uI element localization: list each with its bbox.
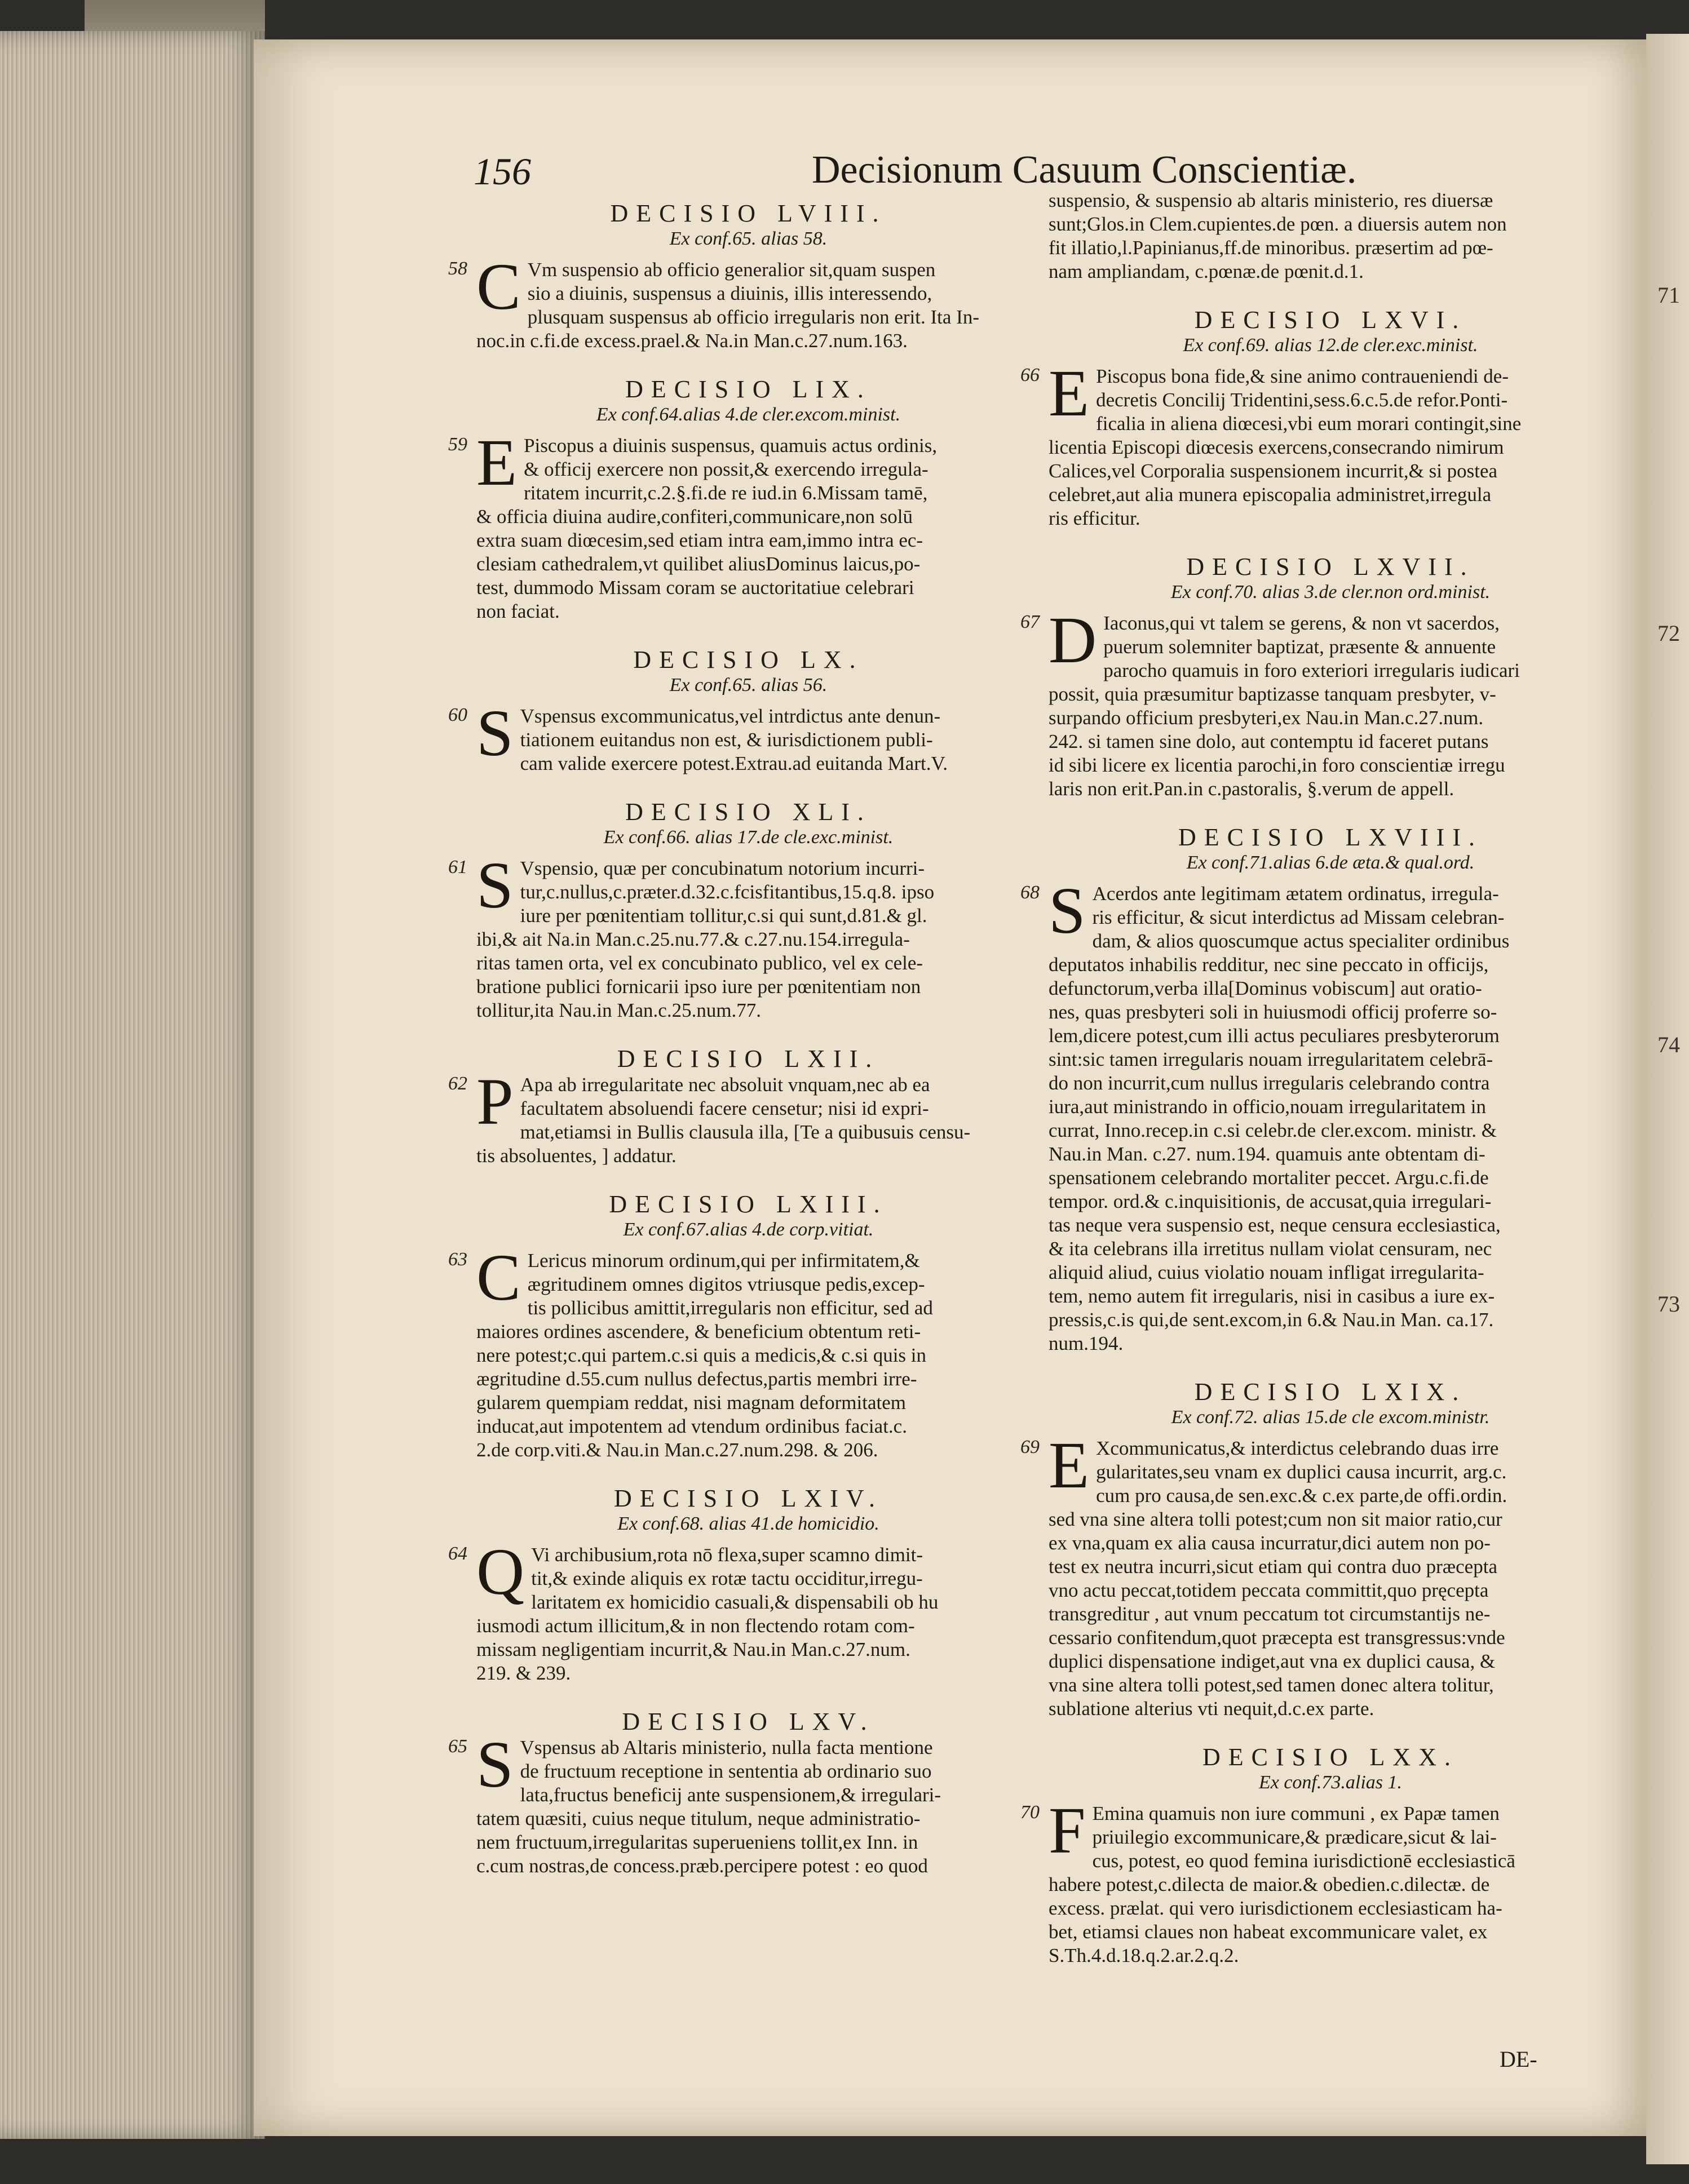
- text-line: inducat,aut impotentem ad vtendum ordinibus faciat.c.: [476, 1415, 907, 1437]
- text-line: nere potest;c.qui partem.c.si quis a medicis,& c.si quis in: [476, 1344, 927, 1366]
- catchword: DE-: [1500, 2046, 1537, 2072]
- text-line: cessario confitendum,quot præcepta est transgressus:vnde: [1049, 1627, 1505, 1649]
- text-line: 219. & 239.: [476, 1662, 571, 1684]
- text-line: cum pro causa,de sen.exc.& c.ex parte,de offi.ordin.: [1096, 1485, 1507, 1507]
- text-line: bet, etiamsi claues non habeat excommunicare valet, ex: [1049, 1921, 1488, 1943]
- text-line: num.194.: [1049, 1332, 1124, 1354]
- text-line: ficalia in aliena diœcesi,vbi eum morari contingit,sine: [1096, 413, 1522, 435]
- text-line: & officia diuina audire,confiteri,communicare,non solū: [476, 506, 913, 528]
- decision-section: [448, 1190, 1020, 1462]
- decision-section: [448, 1485, 1020, 1685]
- text-line: Iaconus,qui vt talem se gerens, & non vt sacerdos,: [1103, 612, 1500, 634]
- decision-text: [448, 1065, 1020, 1168]
- text-line: tatem quæsiti, cuius neque titulum, neque administratio-: [476, 1808, 921, 1829]
- decision-heading: DECISIO LIX.: [625, 375, 872, 403]
- drop-cap: P: [476, 1065, 514, 1138]
- text-line: gularitates,seu vnam ex duplici causa incurrit, arg.c.: [1096, 1461, 1507, 1483]
- drop-cap: F: [1049, 1793, 1086, 1867]
- text-line: defunctorum,verba illa[Dominus vobiscum] aut oratio-: [1049, 977, 1482, 999]
- text-line: aliquid aliud, cuius violatio nouam infligat irregularita-: [1049, 1261, 1484, 1283]
- text-line: Vi archibusium,rota nō flexa,super scamno dimit-: [531, 1544, 923, 1566]
- facing-margin-number: 72: [1657, 621, 1680, 646]
- text-line: parocho quamuis in foro exteriori irregularis iudicari: [1103, 659, 1520, 681]
- facing-margin-number: 73: [1657, 1291, 1680, 1317]
- drop-cap: C: [476, 250, 521, 324]
- text-line: gularem quempiam reddat, nisi magnam deformitatem: [476, 1392, 906, 1414]
- decision-section: [448, 646, 1020, 776]
- text-line: duplici dispensatione indiget,aut vna ex duplici causa, &: [1049, 1650, 1496, 1672]
- decision-heading: DECISIO LXX.: [1202, 1743, 1458, 1771]
- margin-number: 62: [448, 1073, 467, 1094]
- decision-text: [448, 848, 1020, 1022]
- text-line: Vspensus excommunicatus,vel intrdictus ante denun-: [520, 705, 941, 727]
- decision-heading: DECISIO LXVI.: [1194, 306, 1467, 334]
- decision-text: [448, 1727, 1020, 1878]
- margin-number: 66: [1020, 365, 1040, 386]
- text-line: excess. prælat. qui vero iurisdictionem ecclesiasticam ha-: [1049, 1897, 1502, 1919]
- text-line: test, dummodo Missam coram se auctoritatiue celebrari: [476, 577, 914, 599]
- left-column: [448, 192, 1020, 2097]
- margin-number: 59: [448, 434, 467, 455]
- decision-text: [1020, 603, 1612, 801]
- text-line: tem, nemo autem fit irregularis, nisi in casibus a iure ex-: [1049, 1285, 1495, 1307]
- decision-text: [448, 250, 1020, 353]
- margin-number: 63: [448, 1249, 467, 1270]
- text-line: currat, Inno.recep.in c.si celebr.de cler.excom. ministr. &: [1049, 1119, 1497, 1141]
- text-line: Vspensio, quæ per concubinatum notorium incurri-: [520, 857, 925, 879]
- text-line: sint:sic tamen irregularis nouam irregularitatem celebrā-: [1049, 1048, 1493, 1070]
- decision-text: [1020, 356, 1612, 530]
- text-line: test ex neutra incurri,sicut etiam qui contra duo præcepta: [1049, 1556, 1497, 1578]
- drop-cap: E: [476, 426, 518, 499]
- text-line: habere potest,c.dilecta de maior.& obedien.c.dilectæ. de: [1049, 1873, 1490, 1895]
- decision-section: [1020, 306, 1612, 530]
- text-line: spensationem celebrando mortaliter peccet. Argu.c.fi.de: [1049, 1167, 1489, 1189]
- decision-heading: DECISIO LXVII.: [1186, 553, 1475, 581]
- text-line: clesiam cathedralem,vt quilibet aliusDominus laicus,po-: [476, 553, 921, 575]
- text-line: celebret,aut alia munera episcopalia administret,irregula: [1049, 484, 1492, 506]
- text-line: possit, quia præsumitur baptizasse tanquam presbyter, v-: [1049, 683, 1496, 705]
- text-line: nam ampliandam, c.pœnæ.de pœnit.d.1.: [1049, 260, 1364, 282]
- text-line: sunt;Glos.in Clem.cupientes.de pœn. a diuersis autem non: [1049, 213, 1507, 235]
- drop-cap: S: [1049, 874, 1086, 947]
- drop-cap: E: [1049, 1428, 1090, 1502]
- text-line: c.cum nostras,de concess.præb.percipere potest : eo quod: [476, 1855, 928, 1877]
- text-line: Calices,vel Corporalia suspensionem incurrit,& si postea: [1049, 460, 1498, 482]
- text-line: ex vna,quam ex alia causa incurratur,dici autem non po-: [1049, 1532, 1491, 1554]
- text-line: extra suam diœcesim,sed etiam intra eam,immo intra ec-: [476, 529, 923, 551]
- text-line: Nau.in Man. c.27. num.194. quamuis ante obtentam di-: [1049, 1143, 1485, 1165]
- decision-source-ref: Ex conf.67.alias 4.de corp.vitiat.: [623, 1219, 874, 1240]
- text-line: Emina quamuis non iure communi , ex Papæ tamen: [1092, 1802, 1500, 1824]
- margin-number: 65: [448, 1736, 467, 1757]
- text-line: ritatem incurrit,c.2.§.fi.de re iud.in 6.Missam tamē,: [524, 482, 928, 504]
- decision-heading: DECISIO LX.: [633, 646, 864, 674]
- drop-cap: E: [1049, 356, 1090, 430]
- decision-section: [448, 1045, 1020, 1168]
- text-line: bratione publici fornicarii ipso iure per pœnitentiam non: [476, 976, 921, 998]
- text-line: vna sine altera tolli potest,sed tamen donec altera tolitur,: [1049, 1674, 1494, 1696]
- text-line: Acerdos ante legitimam ætatem ordinatus, irregula-: [1092, 883, 1499, 905]
- right-column: [1020, 189, 1612, 2094]
- decision-heading: DECISIO LXIII.: [609, 1190, 888, 1218]
- drop-cap: D: [1049, 603, 1097, 677]
- decision-source-ref: Ex conf.65. alias 58.: [669, 228, 828, 249]
- text-line: Vm suspensio ab officio generalior sit,quam suspen: [527, 259, 936, 281]
- text-line: dam, & alios quoscumque actus specialiter ordinibus: [1092, 930, 1510, 952]
- text-line: ris efficitur.: [1049, 507, 1140, 529]
- margin-number: 61: [448, 857, 467, 878]
- text-line: maiores ordines ascendere, & beneficium obtentum reti-: [476, 1321, 921, 1343]
- facing-page-strip: [1646, 34, 1689, 2164]
- text-line: Lericus minorum ordinum,qui per infirmitatem,&: [527, 1250, 920, 1272]
- decision-text: [448, 696, 1020, 776]
- text-line: tis pollicibus amittit,irregularis non efficitur, sed ad: [527, 1297, 933, 1319]
- text-line: ægritudine d.55.cum nullus defectus,partis membri irre-: [476, 1368, 917, 1390]
- drop-cap: S: [476, 848, 514, 922]
- facing-margin-number: 71: [1657, 282, 1680, 308]
- text-line: nes, quas presbyteri soli in huiusmodi officij proferre so-: [1049, 1001, 1497, 1023]
- text-line: tas neque vera suspensio est, neque censura ecclesiastica,: [1049, 1214, 1501, 1236]
- margin-number: 68: [1020, 882, 1040, 903]
- page-number: 156: [474, 150, 531, 193]
- text-line: vno actu peccat,totidem peccata committit,quo pręcepta: [1049, 1579, 1489, 1601]
- decision-section: [448, 200, 1020, 353]
- text-line: surpando officium presbyteri,ex Nau.in Man.c.27.num.: [1049, 707, 1484, 729]
- text-line: laritatem ex homicidio casuali,& dispensabili ob hu: [531, 1591, 939, 1613]
- decision-text: [1049, 189, 1612, 283]
- text-line: ibi,& ait Na.in Man.c.25.nu.77.& c.27.nu.154.irregula-: [476, 928, 910, 950]
- decision-text: [1020, 1428, 1612, 1721]
- text-line: facultatem absoluendi facere censetur; nisi id expri-: [520, 1097, 929, 1119]
- text-line: iura,aut ministrando in officio,nouam irregularitatem in: [1049, 1096, 1486, 1118]
- text-line: ris efficitur, & sicut interdictus ad Missam celebran-: [1092, 906, 1505, 928]
- text-line: tollitur,ita Nau.in Man.c.25.num.77.: [476, 999, 762, 1021]
- text-line: cus, potest, eo quod femina iurisdictionē ecclesiasticā: [1092, 1850, 1515, 1872]
- text-line: pressis,c.is qui,de sent.excom,in 6.& Nau.in Man. ca.17.: [1049, 1309, 1494, 1331]
- decision-heading: DECISIO LVIII.: [610, 200, 887, 227]
- text-line: sublatione alterius vti nequit,d.c.ex parte.: [1049, 1698, 1374, 1720]
- running-head: Decisionum Casuum Conscientiæ.: [812, 148, 1357, 192]
- decision-source-ref: Ex conf.69. alias 12.de cler.exc.minist.: [1183, 335, 1478, 356]
- text-line: do non incurrit,cum nullus irregularis celebrando contra: [1049, 1072, 1490, 1094]
- text-line: non faciat.: [476, 600, 560, 622]
- decision-heading: DECISIO LXVIII.: [1178, 823, 1483, 851]
- text-line: licentia Episcopi diœcesis exercens,consecrando nimirum: [1049, 436, 1504, 458]
- text-line: cam valide exercere potest.Extrau.ad euitanda Mart.V.: [520, 752, 948, 774]
- decision-source-ref: Ex conf.72. alias 15.de cle excom.ministr.: [1171, 1407, 1490, 1428]
- text-line: id sibi licere ex licentia parochi,in foro conscientiæ irregu: [1049, 754, 1505, 776]
- text-line: ritas tamen orta, vel ex concubinato publico, vel ex cele-: [476, 952, 923, 974]
- text-line: laris non erit.Pan.in c.pastoralis, §.verum de appell.: [1049, 778, 1454, 800]
- text-line: decretis Concilij Tridentini,sess.6.c.5.de refor.Ponti-: [1096, 389, 1508, 411]
- text-line: iusmodi actum illicitum,& in non flectendo rotam com-: [476, 1615, 915, 1637]
- decision-section: [448, 1708, 1020, 1878]
- decision-text: [448, 1535, 1020, 1685]
- margin-number: 60: [448, 705, 467, 725]
- text-line: deputatos inhabilis redditur, nec sine peccato in officijs,: [1049, 954, 1489, 976]
- text-line: ægritudinem omnes digitos vtriusque pedis,excep-: [527, 1273, 925, 1295]
- facing-margin-number: 74: [1657, 1032, 1680, 1057]
- text-line: fit illatio,l.Papinianus,ff.de minoribus. præsertim ad pœ-: [1049, 237, 1493, 259]
- decision-section: [1020, 553, 1612, 801]
- decision-section: [448, 798, 1020, 1022]
- decision-section: [448, 375, 1020, 623]
- decision-source-ref: Ex conf.71.alias 6.de æta.& qual.ord.: [1186, 852, 1475, 873]
- margin-number: 67: [1020, 612, 1040, 632]
- decision-heading: DECISIO LXIX.: [1194, 1378, 1467, 1406]
- decision-heading: DECISIO LXV.: [622, 1708, 875, 1735]
- text-line: tit,& exinde aliquis ex rotæ tactu occiditur,irregu-: [531, 1567, 923, 1589]
- decision-text: [1020, 874, 1612, 1355]
- decision-source-ref: Ex conf.70. alias 3.de cler.non ord.minist.: [1170, 582, 1491, 603]
- text-line: tiationem euitandus non est, & iurisdictionem publi-: [520, 729, 933, 751]
- drop-cap: C: [476, 1241, 521, 1314]
- decision-heading: DECISIO LXII.: [617, 1045, 880, 1073]
- text-line: mat,etiamsi in Bullis clausula illa, [Te a quibusuis censu-: [520, 1121, 971, 1143]
- decision-source-ref: Ex conf.65. alias 56.: [669, 675, 828, 695]
- text-line: nem fructuum,irregularitas superueniens tollit,ex Inn. in: [476, 1831, 918, 1853]
- margin-number: 58: [448, 258, 467, 279]
- margin-number: 70: [1020, 1802, 1040, 1823]
- text-line: transgreditur , aut vnum peccatum tot circumstantijs ne-: [1049, 1603, 1491, 1625]
- decision-source-ref: Ex conf.64.alias 4.de cler.excom.minist.: [596, 404, 901, 425]
- decision-source-ref: Ex conf.66. alias 17.de cle.exc.minist.: [603, 827, 894, 848]
- page-edges: [0, 31, 265, 2139]
- text-line: puerum solemniter baptizat, præsente & annuente: [1103, 636, 1496, 658]
- text-line: tempor. ord.& c.inquisitionis, de accusat,quia irregulari-: [1049, 1190, 1492, 1212]
- decision-section: [1020, 823, 1612, 1355]
- drop-cap: S: [476, 696, 514, 770]
- text-line: S.Th.4.d.18.q.2.ar.2.q.2.: [1049, 1944, 1239, 1966]
- text-line: missam negligentiam incurrit,& Nau.in Man.c.27.num.: [476, 1638, 910, 1660]
- text-line: sio a diuinis, suspensus a diuinis, illis interessendo,: [527, 282, 932, 304]
- text-line: noc.in c.fi.de excess.prael.& Na.in Man.c.27.num.163.: [476, 330, 908, 352]
- text-line: Piscopus bona fide,& sine animo contraueniendi de-: [1096, 365, 1509, 387]
- text-line: lata,fructus beneficij ante suspensionem,& irregulari-: [520, 1784, 941, 1806]
- decision-section: [1020, 1743, 1612, 1968]
- drop-cap: Q: [476, 1535, 525, 1609]
- text-line: tis absoluentes, ] addatur.: [476, 1145, 677, 1167]
- text-line: Apa ab irregularitate nec absoluit vnquam,nec ab ea: [520, 1074, 930, 1096]
- text-line: lem,dicere potest,cum illi actus peculiares presbyterorum: [1049, 1025, 1500, 1047]
- margin-number: 64: [448, 1543, 467, 1564]
- text-line: plusquam suspensus ab officio irregularis non erit. Ita In-: [527, 306, 979, 328]
- decision-source-ref: Ex conf.73.alias 1.: [1258, 1772, 1403, 1793]
- decision-heading: DECISIO LXIV.: [614, 1485, 883, 1512]
- text-line: Piscopus a diuinis suspensus, quamuis actus ordinis,: [524, 435, 938, 457]
- decision-section: [1020, 1378, 1612, 1721]
- drop-cap: S: [476, 1727, 514, 1801]
- decision-text: [448, 426, 1020, 623]
- text-line: sed vna sine altera tolli potest;cum non sit maior ratio,cur: [1049, 1508, 1502, 1530]
- decision-section: [1049, 189, 1612, 283]
- text-line: tur,c.nullus,c.præter.d.32.c.fcisfitantibus,15.q.8. ipso: [520, 881, 935, 903]
- text-line: Xcommunicatus,& interdictus celebrando duas irre: [1096, 1437, 1499, 1459]
- text-line: priuilegio excommunicare,& prædicare,sicut & lai-: [1092, 1826, 1497, 1848]
- decision-text: [1020, 1793, 1612, 1968]
- text-line: de fructuum receptione in sententia ab ordinario suo: [520, 1760, 932, 1782]
- text-line: 242. si tamen sine dolo, aut contemptu id faceret putans: [1049, 730, 1489, 752]
- decision-text: [448, 1241, 1020, 1462]
- margin-number: 69: [1020, 1437, 1040, 1458]
- text-line: & ita celebrans illa irretitus nullam violat censuram, nec: [1049, 1238, 1492, 1260]
- text-line: Vspensus ab Altaris ministerio, nulla facta mentione: [520, 1736, 933, 1758]
- decision-source-ref: Ex conf.68. alias 41.de homicidio.: [617, 1513, 879, 1534]
- text-line: iure per pœnitentiam tollitur,c.si qui sunt,d.81.& gl.: [520, 905, 927, 927]
- text-line: 2.de corp.viti.& Nau.in Man.c.27.num.298. & 206.: [476, 1439, 878, 1461]
- text-line: & officij exercere non possit,& exercendo irregula-: [524, 458, 928, 480]
- decision-heading: DECISIO XLI.: [625, 798, 872, 826]
- text-line: suspensio, & suspensio ab altaris ministerio, res diuersæ: [1049, 189, 1493, 211]
